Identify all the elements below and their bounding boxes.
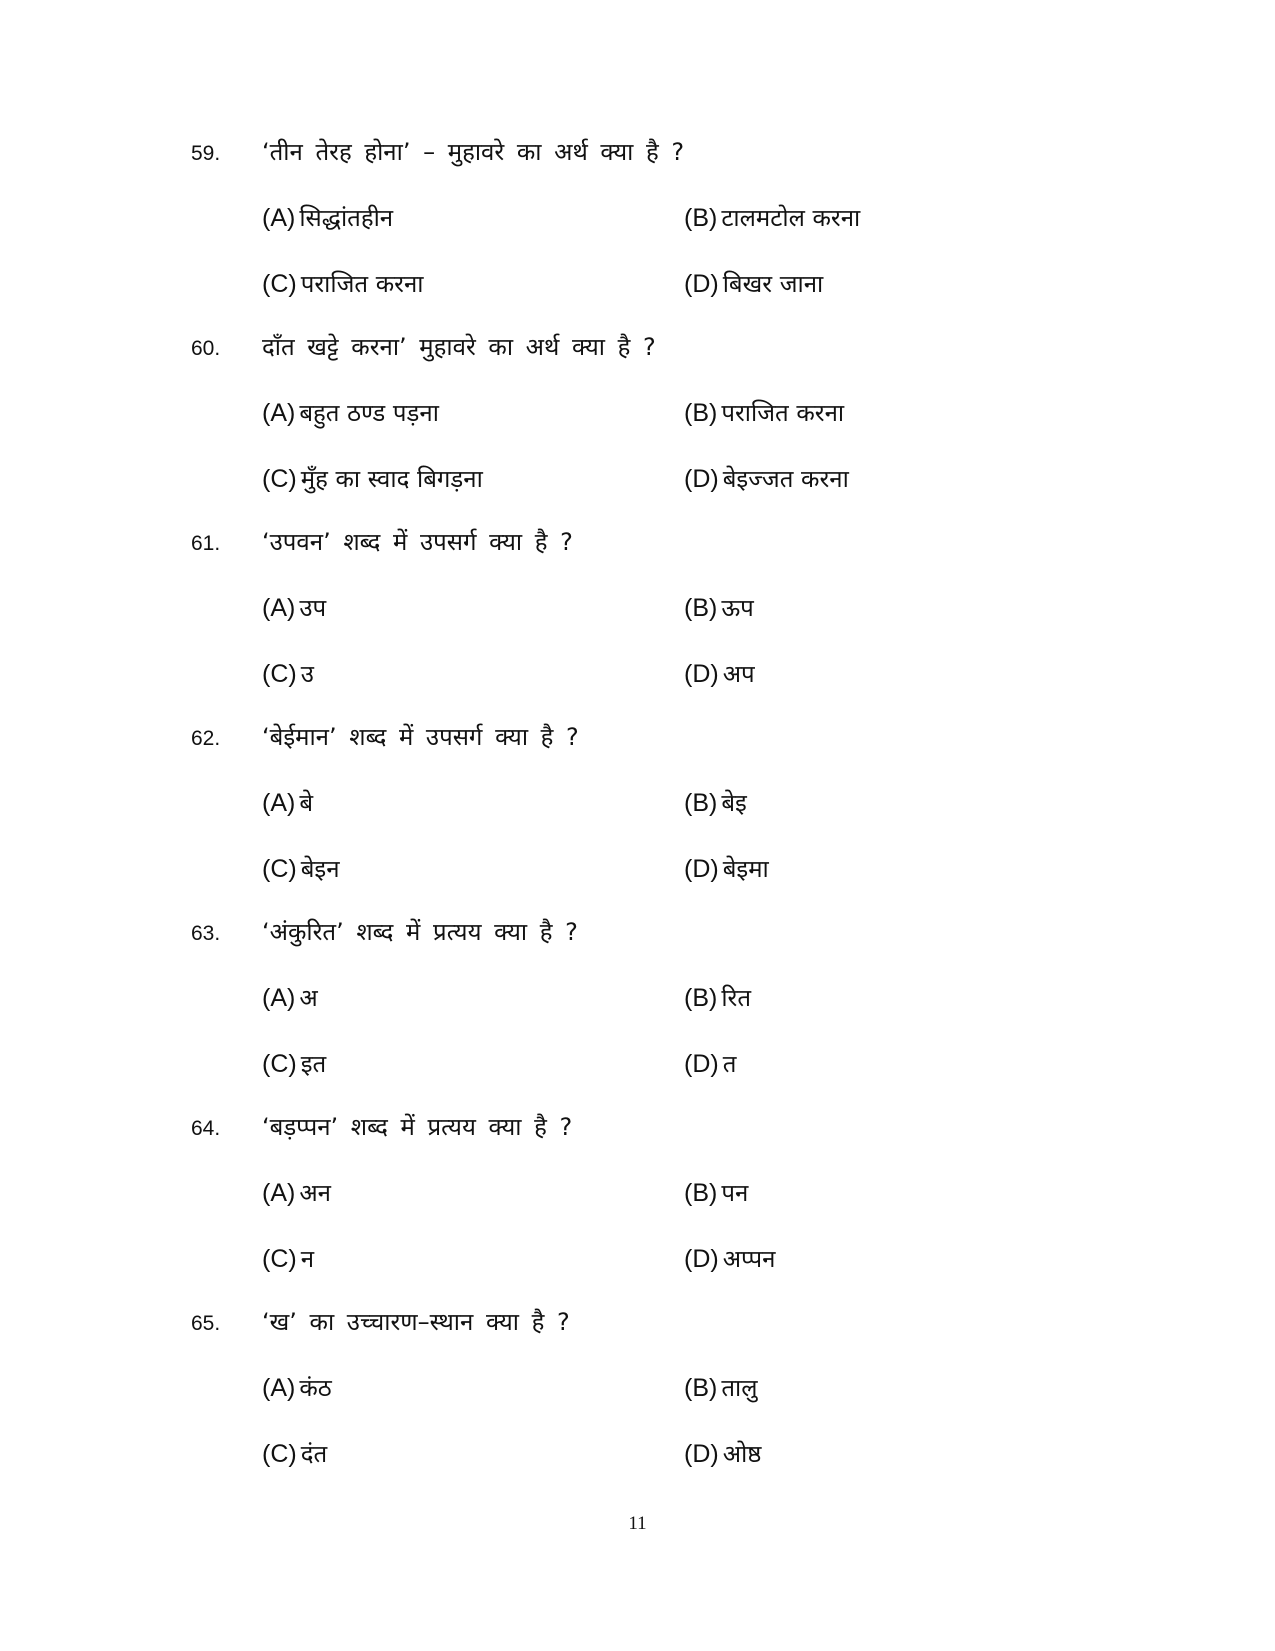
option-b — [684, 397, 844, 429]
option-label: (A) — [262, 594, 296, 622]
option-label: (B) — [684, 1374, 718, 1402]
option-c — [262, 853, 340, 885]
option-c — [262, 268, 424, 300]
option-label: (D) — [684, 1245, 719, 1273]
option-a — [262, 202, 393, 234]
option-b — [684, 592, 754, 624]
page-number: 11 — [628, 1513, 647, 1534]
question-number: 63. — [191, 922, 221, 945]
option-c — [262, 463, 483, 495]
question-number: 62. — [191, 727, 221, 750]
option-label: (C) — [262, 270, 297, 298]
question-text: ‘अंकुरित’ शब्द में प्रत्यय क्या है ? — [262, 918, 578, 946]
option-text: अप्पन — [722, 1245, 776, 1273]
question-text: ‘बेईमान’ शब्द में उपसर्ग क्या है ? — [262, 723, 579, 751]
option-label: (B) — [684, 594, 718, 622]
option-text: अन — [299, 1179, 331, 1207]
question-number: 64. — [191, 1117, 221, 1140]
question-text: ‘उपवन’ शब्द में उपसर्ग क्या है ? — [262, 528, 573, 556]
option-label: (C) — [262, 855, 297, 883]
option-b — [684, 1372, 758, 1404]
option-label: (D) — [684, 855, 719, 883]
option-label: (D) — [684, 660, 719, 688]
option-b — [684, 202, 860, 234]
question-number: 65. — [191, 1312, 221, 1335]
option-label: (D) — [684, 1050, 719, 1078]
option-text: उप — [299, 594, 327, 622]
option-text: बिखर जाना — [722, 270, 824, 298]
option-c — [262, 658, 314, 690]
option-d — [684, 463, 849, 495]
question-text: ‘तीन तेरह होना’ – मुहावरे का अर्थ क्या है ? — [262, 138, 685, 166]
option-label: (A) — [262, 399, 296, 427]
option-text: बहुत ठण्ड पड़ना — [299, 399, 439, 427]
question-number: 60. — [191, 337, 221, 360]
option-d — [684, 1048, 736, 1080]
option-d — [684, 268, 823, 300]
option-text: ओष्ठ — [722, 1440, 762, 1468]
option-label: (B) — [684, 789, 718, 817]
question-59 — [0, 136, 1275, 326]
option-label: (C) — [262, 660, 297, 688]
option-d — [684, 658, 755, 690]
option-label: (D) — [684, 270, 719, 298]
option-text: त — [722, 1050, 737, 1078]
question-60 — [0, 331, 1275, 521]
option-c — [262, 1048, 326, 1080]
option-a — [262, 1372, 332, 1404]
option-label: (C) — [262, 1050, 297, 1078]
question-text: दाँत खट्टे करना’ मुहावरे का अर्थ क्या है ? — [262, 333, 656, 361]
question-64 — [0, 1111, 1275, 1301]
option-label: (A) — [262, 204, 296, 232]
option-b — [684, 787, 747, 819]
option-text: बेइन — [300, 855, 340, 883]
option-a — [262, 982, 318, 1014]
option-text: बेइज्जत करना — [722, 465, 849, 493]
question-text: ‘बड़प्पन’ शब्द में प्रत्यय क्या है ? — [262, 1113, 573, 1141]
option-text: टालमटोल करना — [721, 204, 861, 232]
option-text: पराजित करना — [300, 270, 424, 298]
option-label: (A) — [262, 984, 296, 1012]
option-a — [262, 1177, 331, 1209]
option-b — [684, 1177, 748, 1209]
option-label: (A) — [262, 789, 296, 817]
question-text: ‘ख’ का उच्चारण–स्थान क्या है ? — [262, 1308, 570, 1336]
option-text: तालु — [721, 1374, 758, 1402]
option-text: बेइ — [721, 789, 747, 817]
question-65 — [0, 1306, 1275, 1496]
option-a — [262, 397, 439, 429]
option-label: (D) — [684, 465, 719, 493]
option-label: (B) — [684, 1179, 718, 1207]
option-d — [684, 1243, 775, 1275]
option-label: (A) — [262, 1374, 296, 1402]
option-text: ऊप — [721, 594, 754, 622]
option-text: न — [300, 1245, 315, 1273]
option-a — [262, 787, 313, 819]
option-d — [684, 1438, 761, 1470]
option-text: उ — [300, 660, 314, 688]
option-label: (B) — [684, 984, 718, 1012]
option-text: दंत — [300, 1440, 328, 1468]
option-text: सिद्धांतहीन — [299, 204, 394, 232]
question-number: 61. — [191, 532, 221, 555]
option-label: (B) — [684, 399, 718, 427]
option-c — [262, 1438, 327, 1470]
option-label: (C) — [262, 1245, 297, 1273]
option-label: (A) — [262, 1179, 296, 1207]
option-text: इत — [300, 1050, 327, 1078]
question-number: 59. — [191, 142, 221, 165]
question-61 — [0, 526, 1275, 716]
option-d — [684, 853, 769, 885]
option-label: (C) — [262, 1440, 297, 1468]
option-text: कंठ — [299, 1374, 332, 1402]
option-text: बेइमा — [722, 855, 769, 883]
option-a — [262, 592, 326, 624]
question-62 — [0, 721, 1275, 911]
option-label: (D) — [684, 1440, 719, 1468]
option-text: मुँह का स्वाद बिगड़ना — [300, 465, 483, 493]
option-b — [684, 982, 751, 1014]
option-label: (B) — [684, 204, 718, 232]
question-63 — [0, 916, 1275, 1106]
option-text: रित — [721, 984, 752, 1012]
option-label: (C) — [262, 465, 297, 493]
option-text: पराजित करना — [721, 399, 845, 427]
option-c — [262, 1243, 314, 1275]
option-text: बे — [299, 789, 314, 817]
option-text: अप — [722, 660, 755, 688]
option-text: अ — [299, 984, 318, 1012]
option-text: पन — [721, 1179, 749, 1207]
